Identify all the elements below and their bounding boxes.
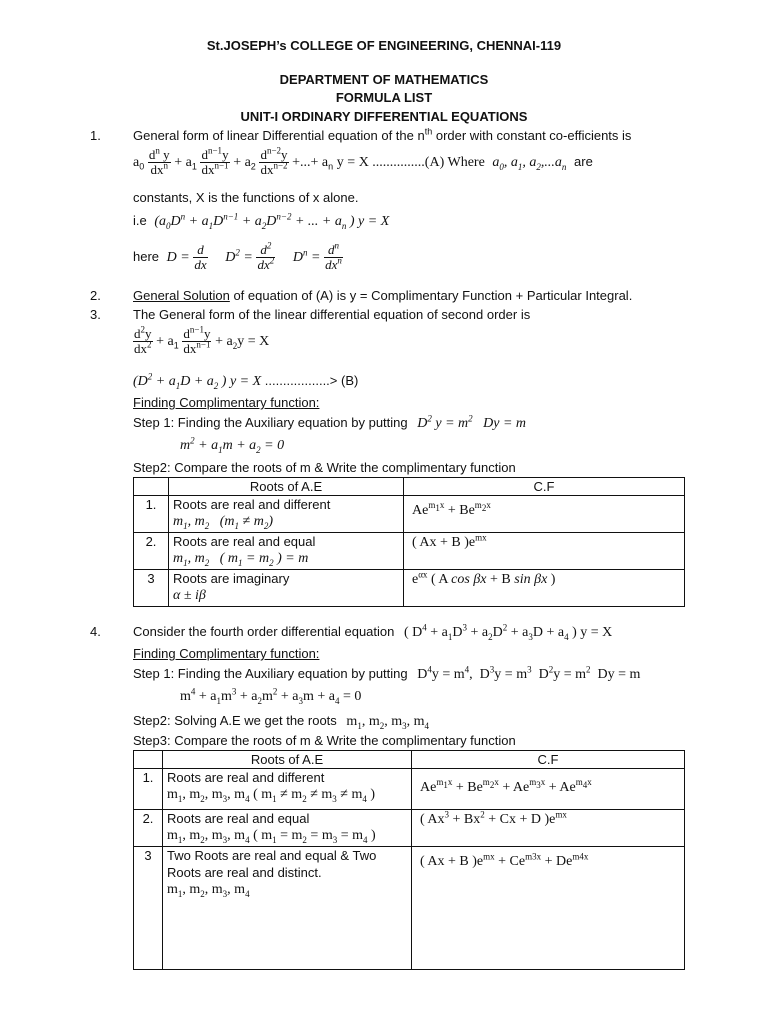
formula-list-title: FORMULA LIST bbox=[335, 90, 433, 105]
college-title: St.JOSEPH’s COLLEGE OF ENGINEERING, CHENNAI-119 bbox=[206, 38, 562, 53]
item-3-equation-b: ($D^2 + a_1D + a_2$ ) y = X ..................> (B) bbox=[133, 371, 359, 391]
item-4-step-1: Step 1: Finding the Auxiliary equation by putting $D^4y = m^4$, $D^3y = m^3$ $D^2y = m^2$ Dy = m bbox=[133, 664, 641, 682]
table-row: 2. Roots are real and equal $m_1$, $m_2$ ( $m_1 = m_2$ ) = m ( Ax + B )$e^{mx}$ bbox=[134, 533, 685, 570]
table-2-header-roots: Roots of A.E bbox=[163, 751, 412, 769]
item-4-text: Consider the fourth order differential equation ( $D^4 + a_1D^3 + a_2D^2 + a_3D + a_4$ ) y = X bbox=[133, 622, 613, 642]
item-1-general-equation: $a_0$ $\frac{d^n y}{dx^n}$ + $a_1$ $\frac{d^{n-1}y}{dx^{n-1}}$ + $a_2$ $\frac{d^{n-2}y}{dx^{n-2}}$ +...+ $a_n$ y = X ...............(A) Where $a_0$, $a_1$, $a_2,...a_n$ are bbox=[133, 145, 593, 177]
roots-value: $m_1$, $m_2$, $m_3$, $m_4$ ( $m_1 = m_2 = m_3 = m_4$ ) bbox=[167, 828, 376, 845]
cf-table-second-order bbox=[133, 477, 685, 607]
item-4-auxiliary-equation: $m^4 + a_1m^3 + a_2m^2 + a_3m + a_4 = 0$ bbox=[180, 686, 362, 706]
item-3-step-1: Step 1: Finding the Auxiliary equation by putting $D^2$ $y = m^2$ Dy = m bbox=[133, 413, 527, 431]
item-3-number: 3. bbox=[90, 307, 101, 322]
table-1-header-roots: Roots of A.E bbox=[169, 478, 404, 496]
item-3-finding-cf: Finding Complimentary function: bbox=[133, 395, 320, 410]
item-2-text: General Solution of equation of (A) is y = Complimentary Function + Particular Integral. bbox=[133, 288, 633, 303]
table-row: 1. Roots are real and different $m_1$, $m_2$, $m_3$, $m_4$ ( $m_1 \ne m_2 \ne m_3 \ne m_4$ ) $Ae^{m_1x} + Be^{m_2x} + Ae^{m_3x} + Ae^{m_4x}$ bbox=[134, 769, 685, 810]
table-row: 1. Roots are real and different $m_1$, $m_2$ $(m_1 \ne m_2)$ $Ae^{m_1x} + Be^{m_2x}$ bbox=[134, 496, 685, 533]
table-row: 3 Roots are imaginary α ± iβ $e^{\alpha x}$ ( A cos βx + B sin βx ) bbox=[134, 570, 685, 607]
item-3-step-2: Step2: Compare the roots of m & Write the complimentary function bbox=[133, 460, 516, 475]
item-3-second-order-equation: $\frac{d^2y}{dx^2}$ + $a_1$ $\frac{d^{n-1}y}{dx^{n-1}}$ + $a_2y = X$ bbox=[134, 324, 270, 356]
roots-value: $m_1$, $m_2$, $m_3$, $m_4$ bbox=[167, 882, 250, 899]
item-1-text: General form of linear Differential equation of the $n^{th}$ order with constant co-efficients is bbox=[133, 126, 632, 143]
item-1-constants: constants, X is the functions of x alone. bbox=[133, 190, 359, 205]
item-1-d-definition: here D = $\frac{d}{dx}$ $D^2$ = $\frac{d^2}{dx^2}$ $D^n$ = $\frac{d^n}{dx^n}$ bbox=[133, 240, 342, 272]
item-4-step-2: Step2: Solving A.E we get the roots $m_1$, $m_2$, $m_3$, $m_4$ bbox=[133, 713, 429, 731]
item-2-number: 2. bbox=[90, 288, 101, 303]
item-1-number: 1. bbox=[90, 128, 101, 143]
item-4-step-3: Step3: Compare the roots of m & Write the complimentary function bbox=[133, 733, 516, 748]
item-1-operator-form: i.e ($a_0D^n + a_1D^{n-1} + a_2D^{n-2}$ + ... + $a_n$ ) y = X bbox=[133, 211, 390, 231]
roots-value: $m_1$, $m_2$ ( $m_1 = m_2$ ) = m bbox=[173, 551, 309, 568]
item-4-number: 4. bbox=[90, 624, 101, 639]
table-1-header-cf: C.F bbox=[404, 478, 685, 496]
cf-table-fourth-order bbox=[133, 750, 685, 970]
roots-value: $m_1$, $m_2$, $m_3$, $m_4$ ( $m_1 \ne m_2 \ne m_3 \ne m_4$ ) bbox=[167, 787, 376, 804]
unit-title: UNIT-I ORDINARY DIFFERENTIAL EQUATIONS bbox=[240, 109, 528, 124]
table-row: 3 Two Roots are real and equal & Two Roots are real and distinct. $m_1$, $m_2$, $m_3$, $m_4$ ( Ax + B )$e^{mx} + Ce^{m3x} + De^{m4x}$ bbox=[134, 847, 685, 970]
department-title: DEPARTMENT OF MATHEMATICS bbox=[279, 72, 489, 87]
item-3-text: The General form of the linear differential equation of second order is bbox=[133, 307, 531, 322]
item-4-finding-cf: Finding Complimentary function: bbox=[133, 646, 320, 661]
item-3-auxiliary-equation: $m^2 + a_1m + a_2 = 0$ bbox=[180, 435, 285, 455]
table-2-header-cf: C.F bbox=[412, 751, 685, 769]
table-row: 2. Roots are real and equal $m_1$, $m_2$, $m_3$, $m_4$ ( $m_1 = m_2 = m_3 = m_4$ ) ( $Ax^3 + Bx^2 + Cx + D$ )$e^{mx}$ bbox=[134, 810, 685, 847]
roots-value: $m_1$, $m_2$ $(m_1 \ne m_2)$ bbox=[173, 514, 273, 531]
